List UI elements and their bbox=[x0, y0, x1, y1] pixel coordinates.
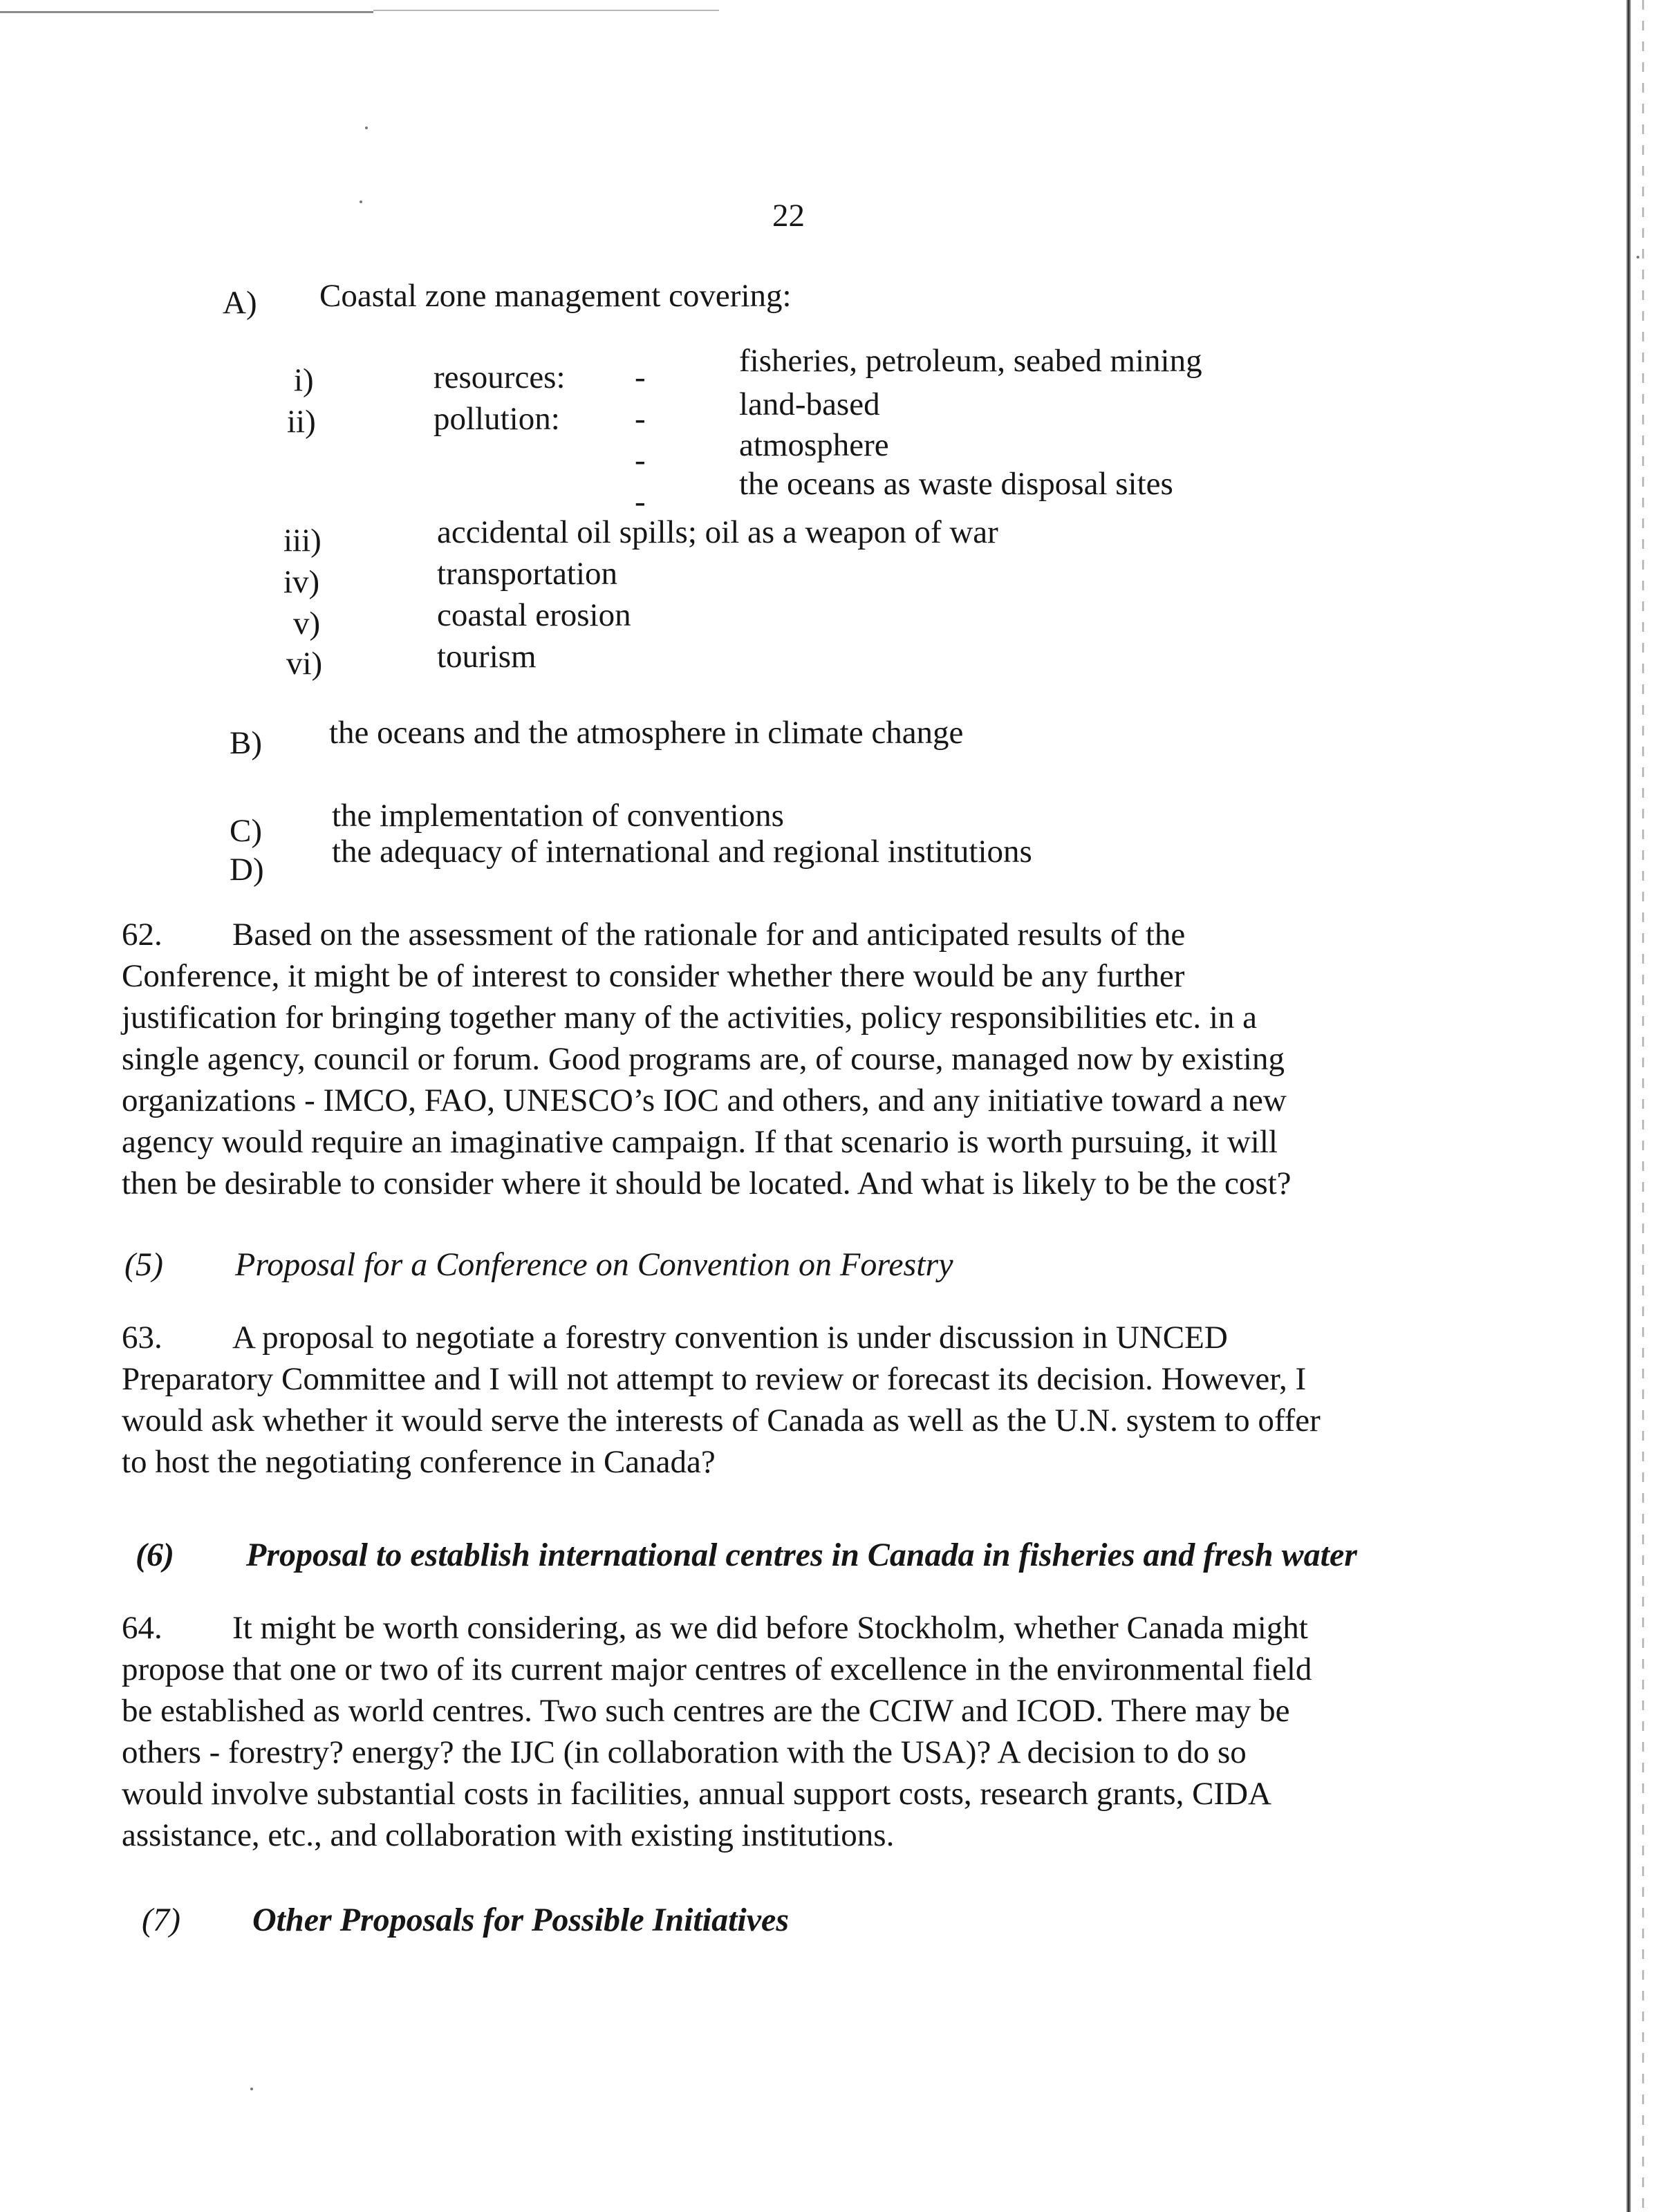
scan-right-edge-dashes bbox=[1642, 0, 1644, 2212]
scan-right-edge bbox=[1626, 0, 1631, 2212]
section-a-label: A) bbox=[223, 285, 257, 321]
para-line: assistance, etc., and collaboration with existing institutions. bbox=[122, 1817, 895, 1853]
heading-title: Other Proposals for Possible Initiatives bbox=[252, 1902, 790, 1938]
para-line: would ask whether it would serve the interests of Canada as well as the U.N. system to offer bbox=[122, 1403, 1321, 1438]
paragraph-64 bbox=[122, 1607, 1498, 1856]
para-line: then be desirable to consider where it should be located. And what is likely to be the cost? bbox=[122, 1165, 1292, 1201]
scan-top-line bbox=[0, 11, 373, 13]
heading-number: (6) bbox=[136, 1537, 174, 1573]
item-v-num: v) bbox=[293, 606, 321, 641]
para-line: agency would require an imaginative campaign. If that scenario is worth pursuing, it will bbox=[122, 1124, 1278, 1160]
section-d-label: D) bbox=[230, 852, 264, 888]
para-line: single agency, council or forum. Good programs are, of course, managed now by existing bbox=[122, 1041, 1285, 1077]
item-iv-text: transportation bbox=[437, 556, 618, 592]
section-d-text: the adequacy of international and regional institutions bbox=[332, 834, 1032, 870]
item-vi-text: tourism bbox=[437, 639, 537, 675]
para-line: be established as world centres. Two such centres are the CCIW and ICOD. There may be bbox=[122, 1693, 1290, 1729]
paragraph-number: 63. bbox=[122, 1320, 162, 1356]
item-i-dash: - bbox=[635, 359, 646, 395]
heading-number: (5) bbox=[124, 1246, 163, 1283]
section-b-label: B) bbox=[230, 725, 262, 761]
para-line: organizations - IMCO, FAO, UNESCO’s IOC and others, and any initiative toward a new bbox=[122, 1082, 1287, 1118]
item-ii-detail-2: atmosphere bbox=[739, 427, 889, 463]
paragraph-63 bbox=[122, 1317, 1498, 1483]
para-line: would involve substantial costs in facilities, annual support costs, research grants, CIDA bbox=[122, 1776, 1271, 1812]
para-line: justification for bringing together many of the activities, policy responsibilities etc. in a bbox=[122, 1000, 1257, 1035]
page-number: 22 bbox=[772, 198, 805, 234]
scan-speck bbox=[1637, 256, 1639, 259]
paragraph-62 bbox=[122, 914, 1498, 1204]
item-i-detail: fisheries, petroleum, seabed mining bbox=[739, 343, 1202, 379]
heading-6 bbox=[136, 1535, 1357, 1576]
item-iii-num: iii) bbox=[283, 523, 321, 559]
heading-7 bbox=[142, 1900, 789, 1941]
item-i-label: resources: bbox=[434, 359, 566, 395]
scan-top-line-faint bbox=[373, 10, 719, 11]
paragraph-number: 62. bbox=[122, 917, 162, 953]
scan-speck bbox=[365, 126, 368, 129]
item-ii-num: ii) bbox=[287, 404, 316, 440]
para-line: 63. A proposal to negotiate a forestry convention is under discussion in UNCED bbox=[122, 1317, 1498, 1358]
para-line: others - forestry? energy? the IJC (in collaboration with the USA)? A decision to do so bbox=[122, 1734, 1247, 1770]
scan-speck bbox=[360, 200, 362, 203]
scan-speck bbox=[250, 2088, 253, 2090]
item-iv-num: iv) bbox=[283, 564, 320, 600]
para-line: Preparatory Committee and I will not attempt to review or forecast its decision. However, I bbox=[122, 1361, 1307, 1397]
item-ii-dash-3: - bbox=[635, 484, 646, 520]
section-c-label: C) bbox=[230, 813, 262, 849]
para-line: Conference, it might be of interest to consider whether there would be any further bbox=[122, 958, 1185, 994]
section-a-title: Coastal zone management covering: bbox=[319, 278, 792, 314]
para-line: 64. It might be worth considering, as we did before Stockholm, whether Canada might bbox=[122, 1607, 1498, 1649]
item-ii-label: pollution: bbox=[434, 401, 560, 437]
section-c-text: the implementation of conventions bbox=[332, 798, 784, 834]
heading-number: (7) bbox=[142, 1902, 180, 1938]
heading-5 bbox=[124, 1244, 953, 1286]
item-ii-detail-3: the oceans as waste disposal sites bbox=[739, 466, 1173, 502]
heading-title: Proposal to establish international centres in Canada in fisheries and fresh water bbox=[246, 1537, 1357, 1573]
item-v-text: coastal erosion bbox=[437, 597, 631, 633]
section-b-text: the oceans and the atmosphere in climate change bbox=[329, 715, 964, 751]
para-line: to host the negotiating conference in Canada? bbox=[122, 1444, 716, 1480]
item-vi-num: vi) bbox=[286, 646, 323, 682]
paragraph-number: 64. bbox=[122, 1610, 162, 1646]
item-iii-text: accidental oil spills; oil as a weapon of war bbox=[437, 514, 998, 550]
item-ii-detail: land-based bbox=[739, 386, 880, 422]
item-ii-dash: - bbox=[635, 401, 646, 437]
item-i-num: i) bbox=[294, 362, 314, 398]
item-ii-dash-2: - bbox=[635, 442, 646, 478]
heading-title: Proposal for a Conference on Convention on Forestry bbox=[235, 1246, 953, 1283]
para-line: propose that one or two of its current major centres of excellence in the environmental field bbox=[122, 1651, 1312, 1687]
para-line: 62. Based on the assessment of the rationale for and anticipated results of the bbox=[122, 914, 1498, 955]
